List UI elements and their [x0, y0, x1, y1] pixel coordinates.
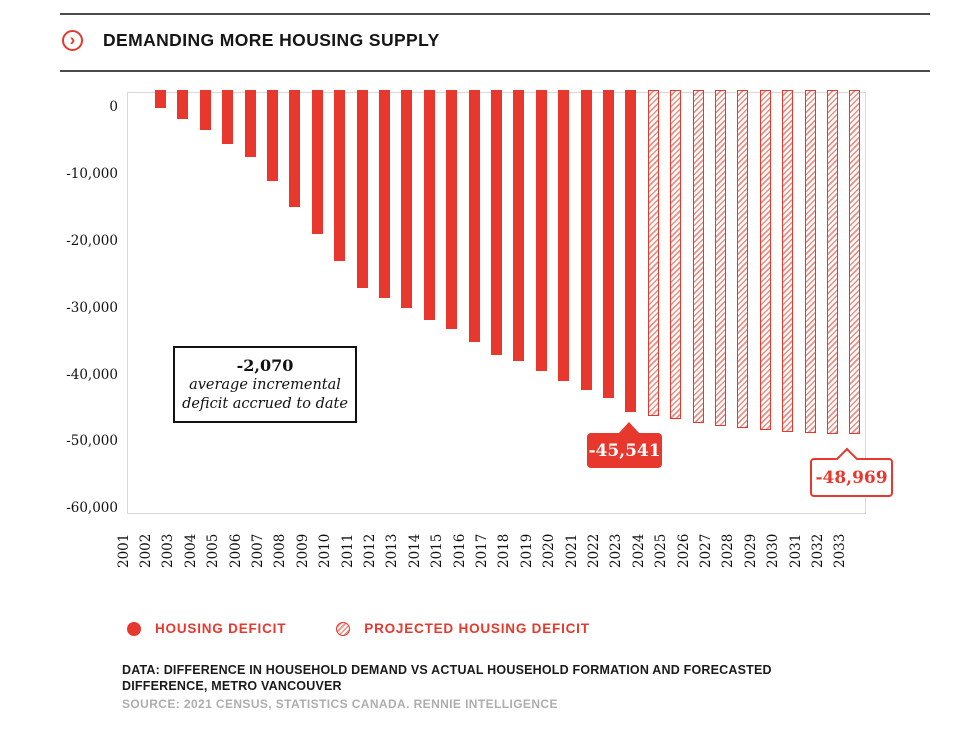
x-axis-tick-label: 2006 — [227, 533, 244, 568]
x-axis-tick-label: 2010 — [317, 533, 334, 568]
projected-deficit-bar-2031 — [805, 90, 816, 433]
y-axis-tick-label: -50,000 — [66, 433, 118, 450]
projected-deficit-bar-2032 — [827, 90, 838, 434]
y-axis-tick-label: -30,000 — [66, 299, 118, 316]
deficit-bar-2002 — [155, 90, 166, 108]
y-axis-tick-label: -40,000 — [66, 366, 118, 383]
x-axis-tick-label: 2033 — [832, 533, 849, 568]
x-axis-tick-label: 2030 — [765, 533, 782, 568]
projected-deficit-bar-2024 — [648, 90, 659, 416]
deficit-bar-2018 — [513, 90, 524, 361]
x-axis-tick-label: 2014 — [406, 533, 423, 568]
projected-deficit-bar-2028 — [737, 90, 748, 428]
deficit-bar-2016 — [469, 90, 480, 342]
deficit-bar-2007 — [267, 90, 278, 181]
projected-deficit-bar-2026 — [693, 90, 704, 423]
chevron-right-circle-icon: › — [62, 30, 83, 51]
x-axis-tick-label: 2017 — [474, 533, 490, 568]
x-axis-tick-label: 2029 — [742, 533, 759, 568]
deficit-bar-2013 — [401, 90, 412, 308]
deficit-bar-2011 — [357, 90, 368, 288]
legend-label-housing-deficit: HOUSING DEFICIT — [155, 621, 287, 636]
x-axis-tick-label: 2020 — [541, 533, 558, 568]
projected-deficit-bar-2030 — [782, 90, 793, 432]
x-axis-tick-label: 2032 — [809, 533, 826, 568]
x-axis-tick-label: 2024 — [630, 533, 647, 568]
x-axis-tick-label: 2031 — [787, 533, 804, 568]
x-axis-tick-label: 2012 — [362, 533, 379, 568]
x-axis-tick-label: 2008 — [272, 533, 289, 568]
x-axis-tick-label: 2005 — [205, 533, 222, 568]
projected-housing-deficit-swatch-icon — [336, 622, 350, 636]
x-axis-tick-label: 2025 — [653, 533, 670, 568]
callout-2023-value: -45,541 — [588, 440, 661, 461]
y-axis-tick-label: -20,000 — [66, 232, 118, 249]
x-axis-tick-label: 2027 — [697, 533, 714, 568]
top-divider — [60, 13, 930, 15]
x-axis-tick-label: 2003 — [160, 533, 177, 568]
x-axis-tick-label: 2011 — [339, 533, 356, 568]
x-axis-tick-label: 2023 — [608, 533, 625, 568]
x-axis-tick-label: 2002 — [138, 533, 155, 568]
y-axis-tick-label: -10,000 — [66, 166, 118, 183]
deficit-bar-2017 — [491, 90, 502, 355]
x-axis-tick-label: 2022 — [585, 533, 602, 568]
deficit-bar-2022 — [603, 90, 614, 398]
title-divider — [60, 70, 930, 72]
x-axis-tick-label: 2018 — [496, 533, 513, 568]
x-axis-tick-label: 2015 — [429, 533, 446, 568]
deficit-bar-2015 — [446, 90, 457, 329]
x-axis-tick-label: 2021 — [563, 533, 580, 568]
average-deficit-value: -2,070 — [236, 355, 294, 375]
housing-deficit-swatch-icon — [127, 622, 141, 636]
x-axis-tick-label: 2026 — [675, 533, 692, 568]
callout-pointer-up-icon — [618, 422, 640, 434]
deficit-bar-2023 — [625, 90, 636, 412]
chart-legend — [127, 621, 590, 636]
projected-deficit-bar-2025 — [670, 90, 681, 419]
callout-2033-projected-deficit — [810, 458, 893, 497]
deficit-bar-2010 — [334, 90, 345, 261]
callout-2023-deficit — [587, 433, 662, 468]
y-axis-tick-label: 0 — [109, 99, 118, 116]
header — [62, 30, 440, 51]
deficit-bar-2005 — [222, 90, 233, 144]
deficit-bar-2008 — [289, 90, 300, 207]
deficit-bar-2004 — [200, 90, 211, 130]
x-axis-tick-label: 2013 — [384, 533, 401, 568]
average-deficit-caption-line1: average incremental — [189, 376, 341, 393]
x-axis-tick-label: 2019 — [518, 533, 535, 568]
projected-deficit-bar-2027 — [715, 90, 726, 426]
average-deficit-annotation — [173, 346, 357, 423]
projected-deficit-bar-2029 — [760, 90, 771, 430]
y-axis-tick-label: -60,000 — [66, 500, 118, 517]
deficit-bar-2020 — [558, 90, 569, 381]
x-axis-tick-label: 2016 — [451, 533, 468, 568]
projected-deficit-bar-2033 — [849, 90, 860, 434]
x-axis-tick-label: 2028 — [720, 533, 737, 568]
x-axis-tick-label: 2004 — [182, 533, 199, 568]
data-description: DATA: DIFFERENCE IN HOUSEHOLD DEMAND VS ACTUAL HOUSEHOLD FORMATION AND FORECASTED DIFFERENCE, METRO VANCOUVER — [122, 663, 772, 693]
x-axis-tick-label: 2009 — [294, 533, 311, 568]
callout-2033-value: -48,969 — [815, 467, 888, 488]
deficit-bar-2014 — [424, 90, 435, 320]
deficit-bar-2019 — [536, 90, 547, 371]
deficit-bar-2003 — [177, 90, 188, 119]
deficit-bar-2006 — [245, 90, 256, 157]
legend-label-projected-housing-deficit: PROJECTED HOUSING DEFICIT — [364, 621, 590, 636]
deficit-bar-2009 — [312, 90, 323, 234]
average-deficit-caption-line2: deficit accrued to date — [182, 395, 348, 412]
deficit-bar-2012 — [379, 90, 390, 298]
chart-footnote — [122, 663, 834, 712]
page-title: DEMANDING MORE HOUSING SUPPLY — [103, 30, 440, 50]
source-attribution: SOURCE: 2021 CENSUS, STATISTICS CANADA. RENNIE INTELLIGENCE — [122, 697, 558, 711]
deficit-bar-2021 — [581, 90, 592, 390]
x-axis-tick-label: 2007 — [250, 533, 267, 568]
x-axis-tick-label: 2001 — [115, 533, 132, 568]
